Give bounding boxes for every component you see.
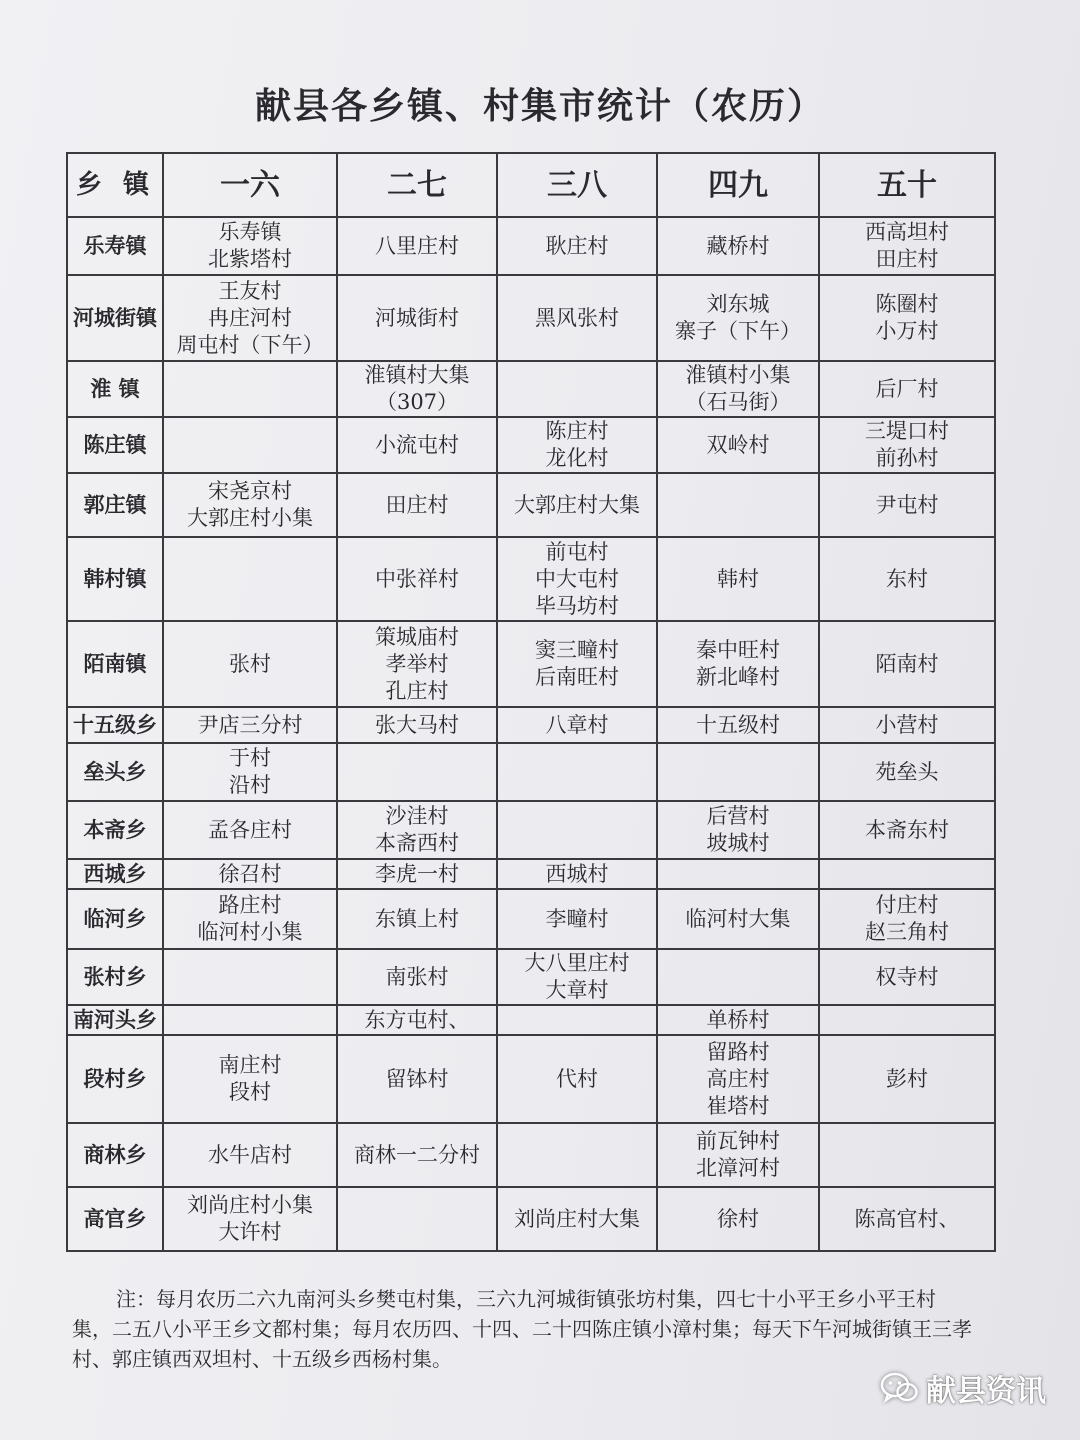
market-cell: [497, 1005, 657, 1035]
town-cell: 南河头乡: [67, 1005, 163, 1035]
village-name: 陈圈村: [875, 292, 939, 316]
village-name: 新北峰村: [696, 665, 780, 689]
village-name: 水牛店村: [208, 1142, 292, 1167]
village-name: 大八里庄村: [524, 951, 630, 975]
market-cell: [497, 743, 657, 801]
market-cell: [163, 537, 337, 621]
village-name: 中大屯村: [535, 566, 619, 591]
market-cell: [497, 801, 657, 859]
village-name: 王友村: [218, 278, 282, 303]
town-cell: 垒头乡: [67, 743, 163, 801]
table-row: [67, 1035, 995, 1123]
village-name: 北漳河村: [696, 1156, 780, 1180]
village-name: 冉庄河村: [208, 305, 292, 330]
market-cell: [163, 707, 337, 743]
table-row: [67, 537, 995, 621]
village-name: 毕马坊村: [535, 593, 619, 618]
table-row: [67, 217, 995, 275]
market-cell: [657, 417, 819, 473]
market-cell: [497, 361, 657, 417]
village-name: 刘尚庄村小集: [187, 1193, 313, 1217]
market-cell: [657, 801, 819, 859]
table-row: [67, 801, 995, 859]
village-name: 付庄村: [875, 893, 939, 917]
village-name: 崔塔村: [706, 1093, 770, 1118]
market-cell: [657, 361, 819, 417]
village-name: 后营村: [706, 804, 770, 828]
market-cell: [163, 743, 337, 801]
header-col: 四九: [657, 153, 819, 217]
market-cell: [497, 275, 657, 361]
village-name: 单桥村: [706, 1007, 770, 1032]
market-cell: [163, 859, 337, 889]
table-row: [67, 1123, 995, 1187]
header-col: 一六: [163, 153, 337, 217]
market-cell: [337, 1035, 497, 1123]
footnote: 注：每月农历二六九南河头乡樊屯村集，三六九河城街镇张坊村集，四七十小平王乡小平王村集，二五八小平王乡文都村集；每月农历四、十四、二十四陈庄镇小漳村集；每天下午河城街镇王三孝村、郭庄镇西双坦村、十五级乡西杨村集。: [72, 1287, 972, 1371]
market-cell: [819, 1187, 995, 1251]
village-name: 八里庄村: [375, 233, 459, 258]
village-name: 陈高官村、: [854, 1206, 960, 1231]
market-cell: [819, 801, 995, 859]
market-cell: [657, 949, 819, 1005]
village-name: （307）: [375, 390, 459, 414]
market-cell: [163, 1005, 337, 1035]
village-name: 淮镇村小集: [685, 363, 791, 387]
market-cell: [497, 217, 657, 275]
village-name: 大许村: [218, 1220, 282, 1244]
market-cell: [163, 621, 337, 707]
wechat-icon: [880, 1372, 918, 1404]
village-name: 留钵村: [385, 1066, 449, 1091]
village-name: 陌南村: [875, 651, 939, 676]
town-cell: 韩村镇: [67, 537, 163, 621]
town-cell: 十五级乡: [67, 707, 163, 743]
village-name: 代村: [556, 1066, 598, 1091]
market-cell: [337, 707, 497, 743]
village-name: 陈庄村: [545, 419, 609, 443]
header-row: [67, 153, 995, 217]
market-cell: [163, 949, 337, 1005]
village-name: 孔庄村: [385, 678, 449, 703]
market-cell: [497, 949, 657, 1005]
market-cell: [657, 537, 819, 621]
market-cell: [337, 1187, 497, 1251]
town-cell: 高官乡: [67, 1187, 163, 1251]
market-cell: [819, 889, 995, 949]
village-name: 小营村: [875, 712, 939, 737]
village-name: 前屯村: [545, 539, 609, 564]
village-name: 苑垒头: [875, 759, 939, 784]
village-name: 北紫塔村: [208, 247, 292, 271]
village-name: 耿庄村: [545, 233, 609, 258]
market-cell: [819, 621, 995, 707]
market-cell: [163, 1187, 337, 1251]
village-name: 前孙村: [875, 446, 939, 470]
market-cell: [337, 801, 497, 859]
market-cell: [819, 949, 995, 1005]
village-name: 张大马村: [375, 712, 459, 737]
village-name: 宋尧京村: [208, 479, 292, 503]
village-name: 大郭庄村小集: [187, 506, 313, 530]
market-cell: [819, 859, 995, 889]
village-name: 段村: [229, 1080, 271, 1104]
market-cell: [337, 473, 497, 537]
village-name: 李疃村: [545, 906, 609, 931]
market-cell: [163, 1035, 337, 1123]
market-cell: [337, 361, 497, 417]
village-name: 留路村: [706, 1039, 770, 1064]
market-cell: [819, 707, 995, 743]
town-cell: 临河乡: [67, 889, 163, 949]
village-name: 田庄村: [385, 492, 449, 517]
table-row: [67, 275, 995, 361]
village-name: 策城庙村: [375, 624, 459, 649]
town-cell: 段村乡: [67, 1035, 163, 1123]
village-name: （石马街）: [685, 390, 791, 414]
market-cell: [497, 1187, 657, 1251]
market-cell: [337, 859, 497, 889]
village-name: 临河村小集: [197, 920, 303, 944]
market-cell: [657, 473, 819, 537]
market-cell: [819, 1123, 995, 1187]
market-cell: [819, 743, 995, 801]
village-name: 藏桥村: [706, 233, 770, 258]
market-cell: [657, 743, 819, 801]
village-name: 彭村: [886, 1066, 928, 1091]
header-town: 乡 镇: [67, 153, 163, 217]
market-cell: [337, 217, 497, 275]
village-name: 徐村: [717, 1206, 759, 1231]
market-cell: [657, 217, 819, 275]
village-name: 西高坦村: [865, 220, 949, 244]
market-cell: [163, 473, 337, 537]
table-row: [67, 707, 995, 743]
village-name: 刘东城: [706, 292, 770, 316]
village-name: 赵三角村: [865, 920, 949, 944]
market-cell: [657, 889, 819, 949]
market-cell: [497, 621, 657, 707]
watermark-text: 献县资讯: [926, 1374, 1046, 1409]
market-cell: [337, 417, 497, 473]
village-name: 韩村: [717, 566, 759, 591]
village-name: 寨子（下午）: [675, 319, 801, 343]
market-cell: [819, 275, 995, 361]
header-col: 二七: [337, 153, 497, 217]
market-cell: [163, 889, 337, 949]
village-name: 大章村: [545, 978, 609, 1002]
village-name: 沿村: [229, 773, 271, 797]
village-name: 本斋西村: [375, 831, 459, 855]
market-cell: [497, 859, 657, 889]
watermark: [880, 1366, 1046, 1410]
village-name: 南庄村: [218, 1053, 282, 1077]
market-cell: [819, 1035, 995, 1123]
village-name: 西城村: [545, 861, 609, 886]
table-row: [67, 889, 995, 949]
town-cell: 商林乡: [67, 1123, 163, 1187]
market-cell: [819, 361, 995, 417]
market-cell: [819, 417, 995, 473]
market-cell: [337, 621, 497, 707]
town-cell: 河城街镇: [67, 275, 163, 361]
market-cell: [163, 801, 337, 859]
table-row: [67, 1005, 995, 1035]
market-cell: [497, 417, 657, 473]
market-cell: [337, 889, 497, 949]
market-cell: [337, 743, 497, 801]
village-name: 沙洼村: [385, 804, 449, 828]
village-name: 后南旺村: [535, 665, 619, 689]
village-name: 李虎一村: [375, 861, 459, 886]
market-cell: [337, 1005, 497, 1035]
village-name: 东村: [886, 566, 928, 591]
market-cell: [497, 537, 657, 621]
village-name: 周屯村（下午）: [176, 332, 324, 357]
village-name: 东镇上村: [375, 906, 459, 931]
village-name: 后厂村: [875, 376, 939, 401]
village-name: 双岭村: [706, 432, 770, 457]
village-name: 大郭庄村大集: [514, 492, 640, 517]
market-cell: [819, 537, 995, 621]
village-name: 刘尚庄村大集: [514, 1206, 640, 1231]
market-cell: [657, 859, 819, 889]
village-name: 小流屯村: [375, 432, 459, 457]
village-name: 尹屯村: [875, 492, 939, 517]
market-cell: [337, 275, 497, 361]
village-name: 田庄村: [875, 247, 939, 271]
table-row: [67, 1187, 995, 1251]
market-cell: [497, 473, 657, 537]
village-name: 路庄村: [218, 893, 282, 917]
town-cell: 本斋乡: [67, 801, 163, 859]
table-row: [67, 621, 995, 707]
village-name: 龙化村: [545, 446, 609, 470]
market-cell: [337, 949, 497, 1005]
village-name: 小万村: [875, 319, 939, 343]
market-cell: [657, 1123, 819, 1187]
market-cell: [819, 473, 995, 537]
market-cell: [819, 217, 995, 275]
village-name: 秦中旺村: [696, 638, 780, 662]
village-name: 淮镇村大集: [364, 363, 470, 387]
market-cell: [337, 537, 497, 621]
village-name: 河城街村: [375, 305, 459, 330]
village-name: 坡城村: [706, 831, 770, 855]
town-cell: 陌南镇: [67, 621, 163, 707]
header-col: 三八: [497, 153, 657, 217]
town-cell: 张村乡: [67, 949, 163, 1005]
market-cell: [497, 1035, 657, 1123]
market-cell: [657, 1005, 819, 1035]
village-name: 孝举村: [385, 651, 449, 676]
market-cell: [657, 1035, 819, 1123]
page-title: 献县各乡镇、村集市统计（农历）: [254, 86, 825, 127]
village-name: 窦三疃村: [535, 638, 619, 662]
table-row: [67, 743, 995, 801]
table-body: [67, 217, 995, 1251]
market-cell: [337, 1123, 497, 1187]
village-name: 十五级村: [696, 712, 780, 737]
table-row: [67, 417, 995, 473]
village-name: 高庄村: [706, 1066, 770, 1091]
market-cell: [657, 1187, 819, 1251]
market-cell: [163, 275, 337, 361]
village-name: 前瓦钟村: [696, 1129, 780, 1153]
market-cell: [163, 417, 337, 473]
market-cell: [163, 361, 337, 417]
market-cell: [497, 1123, 657, 1187]
village-name: 中张祥村: [375, 566, 459, 591]
market-cell: [497, 707, 657, 743]
village-name: 东方屯村、: [364, 1007, 470, 1032]
market-cell: [657, 275, 819, 361]
town-cell: 郭庄镇: [67, 473, 163, 537]
village-name: 临河村大集: [685, 906, 791, 931]
village-name: 权寺村: [875, 964, 939, 989]
village-name: 黑风张村: [535, 305, 619, 330]
village-name: 于村: [229, 746, 271, 770]
village-name: 本斋东村: [865, 817, 949, 842]
market-cell: [819, 1005, 995, 1035]
town-cell: 陈庄镇: [67, 417, 163, 473]
market-cell: [163, 217, 337, 275]
village-name: 南张村: [385, 964, 449, 989]
town-cell: 西城乡: [67, 859, 163, 889]
market-table: [66, 152, 996, 1252]
village-name: 张村: [229, 651, 271, 676]
village-name: 孟各庄村: [208, 817, 292, 842]
market-cell: [657, 707, 819, 743]
market-cell: [163, 1123, 337, 1187]
village-name: 徐召村: [218, 861, 282, 886]
table-row: [67, 949, 995, 1005]
town-cell: 乐寿镇: [67, 217, 163, 275]
village-name: 八章村: [545, 712, 609, 737]
village-name: 三堤口村: [865, 419, 949, 443]
table-row: [67, 859, 995, 889]
village-name: 乐寿镇: [218, 220, 282, 244]
market-cell: [657, 621, 819, 707]
header-col: 五十: [819, 153, 995, 217]
table-row: [67, 473, 995, 537]
village-name: 商林一二分村: [354, 1142, 480, 1167]
town-cell: 淮 镇: [67, 361, 163, 417]
market-cell: [497, 889, 657, 949]
village-name: 尹店三分村: [197, 712, 303, 737]
table-row: [67, 361, 995, 417]
